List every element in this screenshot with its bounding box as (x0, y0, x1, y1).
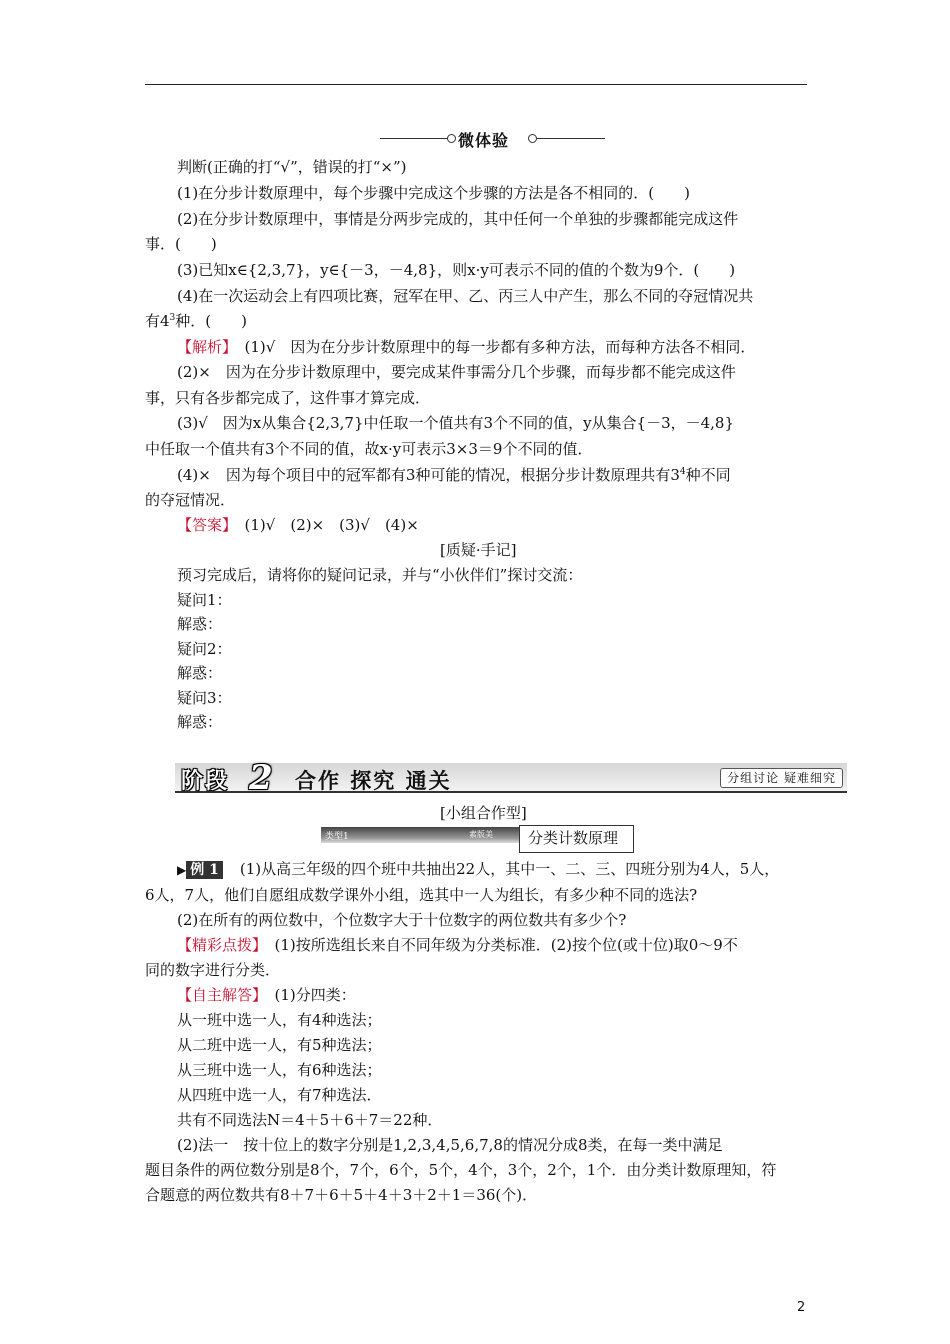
judge-q1: (1)在分步计数原理中，每个步骤中完成这个步骤的方法是各不相同的．( ) (177, 184, 690, 202)
analysis-line6: (4)× 因为每个项目中的冠军都有3种可能的情况，根据分步计数原理共有$3^4$种不同 (177, 466, 731, 484)
solution-line9: 合题意的两位数共有8＋7＋6＋5＋4＋3＋2＋1＝36(个)． (145, 1186, 538, 1204)
analysis-line4: (3)√ 因为x从集合{2,3,7}中任取一个值共有3个不同的值，y从集合{－3，－4,8} (177, 414, 735, 432)
analysis-line7: 的夺冠情况． (145, 491, 236, 509)
hint-label: 【精彩点拨】 (177, 936, 260, 954)
title-line-right (537, 138, 605, 139)
stage-title: 合作 探究 通关 (295, 768, 452, 793)
solution-line8: 题目条件的两位数分别是8个，7个，6个，5个，4个，3个，2个，1个．由分类计数原理知，符 (145, 1161, 777, 1179)
section-title-text: 微体验 (458, 131, 510, 150)
notes-heading: [质疑·手记] (440, 541, 517, 559)
answer-line: 【答案】 (1)√ (2)× (3)√ (4)× (177, 516, 419, 534)
analysis-line3: 事，只有各步都完成了，这件事才算完成． (145, 389, 431, 407)
judge-q3: (3)已知x∈{2,3,7}，y∈{－3，－4,8}，则x·y可表示不同的值的个数为9个．( ) (177, 261, 736, 279)
triangle-icon: ▶ (177, 863, 187, 877)
header-rule (145, 84, 807, 85)
title-line-left (380, 138, 448, 139)
analysis-line1: 【解析】 (1)√ 因为在分步计数原理中的每一步都有多种方法，而每种方法各不相同． (177, 338, 756, 356)
note-question-1: 疑问1： (177, 591, 232, 609)
solution-line7: (2)法一 按十位上的数字分别是1,2,3,4,5,6,7,8的情况分成8类，在每一类中满足 (177, 1136, 723, 1154)
type-bar (321, 827, 633, 851)
stage-number: 2 (249, 758, 273, 798)
note-answer-1: 解惑： (177, 615, 223, 633)
type-bar-box (519, 825, 634, 853)
title-dot-left (447, 134, 456, 143)
example-line3: (2)在所有的两位数中，个位数字大于十位数字的两位数共有多少个? (177, 911, 627, 929)
example-label: 例 1 (186, 861, 223, 879)
type-bar-label-right: 素版美 (469, 830, 493, 839)
analysis-label: 【解析】 (177, 338, 230, 356)
solution-line5: 从四班中选一人，有7种选法． (177, 1086, 382, 1104)
title-dot-right (528, 134, 537, 143)
note-answer-2: 解惑： (177, 664, 223, 682)
type-bar-title: 分类计数原理 (528, 829, 619, 847)
judge-q2-line2: 事．( ) (145, 235, 217, 253)
analysis-line2: (2)× 因为在分步计数原理中，要完成某件事需分几个步骤，而每步都不能完成这件 (177, 363, 736, 381)
judge-q4-line1: (4)在一次运动会上有四项比赛，冠军在甲、乙、丙三人中产生，那么不同的夺冠情况共 (177, 287, 754, 305)
note-answer-3: 解惑： (177, 713, 223, 731)
solution-line3: 从二班中选一人，有5种选法； (177, 1036, 382, 1054)
solution-label: 【自主解答】 (177, 986, 260, 1004)
stage-tag: 分组讨论 疑难细究 (720, 768, 843, 788)
example-line1: ▶ 例 1 (1)从高三年级的四个班中共抽出22人，其中一、二、三、四班分别为4人，5人， (177, 860, 780, 878)
stage-prefix: 阶段 (181, 768, 230, 794)
judge-q2-line1: (2)在分步计数原理中，事情是分两步完成的，其中任何一个单独的步骤都能完成这件 (177, 210, 739, 228)
section-title-weitiyan (380, 128, 606, 150)
solution-line2: 从一班中选一人，有4种选法； (177, 1011, 382, 1029)
solution-line1: 【自主解答】 (1)分四类： (177, 986, 356, 1004)
note-question-3: 疑问3： (177, 689, 232, 707)
example-line2: 6人，7人，他们自愿组成数学课外小组，选其中一人为组长，有多少种不同的选法? (145, 886, 698, 904)
solution-line4: 从三班中选一人，有6种选法； (177, 1061, 382, 1079)
judge-q4-line2: 有$4^3$种．( ) (145, 312, 247, 330)
hint-line1: 【精彩点拨】 (1)按所选组长来自不同年级为分类标准．(2)按个位(或十位)取0～9不 (177, 936, 738, 954)
notes-intro: 预习完成后，请将你的疑问记录，并与“小伙伴们”探讨交流： (177, 566, 583, 584)
judge-intro: 判断(正确的打“√”，错误的打“×”) (177, 158, 407, 176)
group-heading: [小组合作型] (440, 804, 527, 822)
stage-banner (175, 758, 847, 798)
answer-label: 【答案】 (177, 516, 230, 534)
analysis-line5: 中任取一个值共有3个不同的值，故x·y可表示3×3＝9个不同的值． (145, 440, 593, 458)
note-question-2: 疑问2： (177, 640, 232, 658)
type-bar-label-left: 类型1 (325, 832, 349, 842)
solution-line6: 共有不同选法N＝4＋5＋6＋7＝22种． (177, 1111, 443, 1129)
page-number: 2 (797, 1300, 806, 1315)
hint-line2: 同的数字进行分类． (145, 961, 281, 979)
